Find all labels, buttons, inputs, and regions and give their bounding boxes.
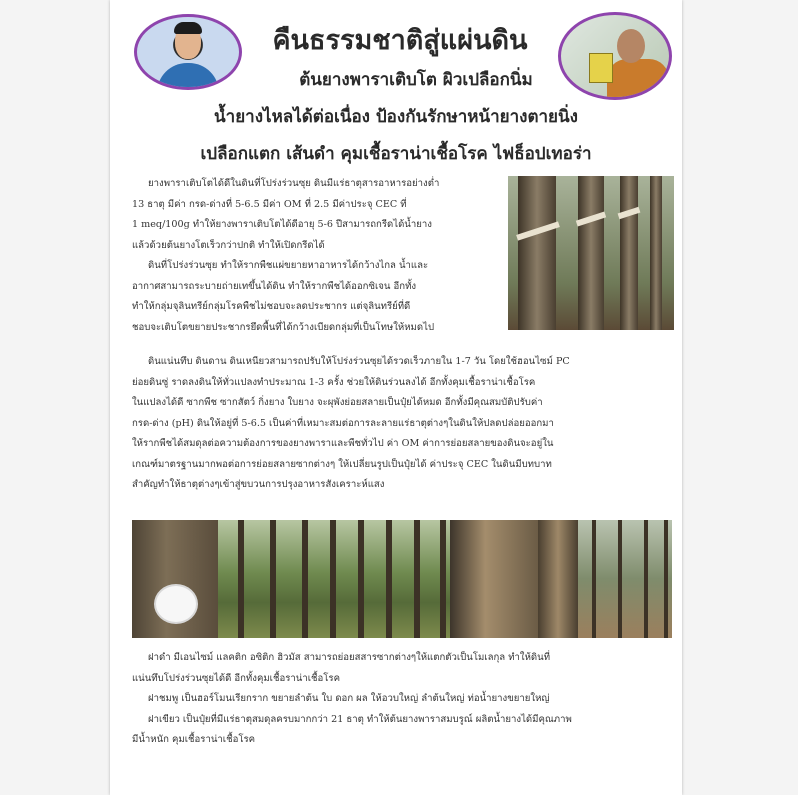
paragraph-1-line: ทำให้กลุ่มจุลินทรีย์กลุ่มโรคพืชไม่ชอบจะลดประชากร แต่จุลินทรีย์ที่ดี [132, 301, 411, 312]
paragraph-2-line: เกณฑ์มาตรฐานมากพอต่อการย่อยสลายซากต่างๆ ให้เปลี่ยนรูปเป็นปุ๋ยได้ ค่าประจุ CEC ในดินมีบทบาท [132, 458, 552, 470]
paragraph-3-line: ฝาดำ มีเอนไซม์ แลคติก อซิติก ฮิวมัส สามารถย่อยสสารซากต่างๆให้แตกตัวเป็นโมเลกุล ทำให้ดินที่ [148, 652, 551, 663]
paragraph-2 [132, 352, 662, 496]
paragraph-2-line: ในแปลงได้ดี ซากพืช ซากสัตว์ กิ่งยาง ใบยาง จะผุพังย่อยสลายเป็นปุ๋ยได้หมด อีกทั้งมีคุณสมบัติปรับค่า [132, 397, 543, 408]
rubber-plantation-photo-strip [132, 520, 672, 638]
tapped-trees-photo [508, 176, 674, 330]
paragraph-1-line: 13 ธาตุ มีค่า กรด-ด่างที่ 5-6.5 มีค่า OM ที่ 2.5 มีค่าประจุ CEC ที่ [132, 198, 407, 210]
paragraph-3-line: ฝาชมพู เป็นฮอร์โมนเรียกราก ขยายลำต้น ใบ ดอก ผล ให้อวบใหญ่ ลำต้นใหญ่ ท่อน้ำยางขยายใหญ่ [148, 693, 550, 704]
flyer-page [110, 0, 682, 795]
subheading-1: ต้นยางพาราเติบโต ผิวเปลือกนิ่ม [299, 70, 533, 90]
paragraph-1-line: ยางพาราเติบโตได้ดีในดินที่โปร่งร่วนซุย ดินมีแร่ธาตุสารอาหารอย่างต่ำ [148, 178, 440, 189]
paragraph-2-line: ให้รากพืชได้สมดุลต่อความต้องการของยางพาราและพืชทั่วไป ค่า OM ค่าการย่อยสลายของดินจะอยู่ใน [132, 438, 554, 449]
paragraph-2-line: สำคัญทำให้ธาตุต่างๆเข้าสู่ขบวนการปรุงอาหารสังเคราะห์แสง [132, 479, 385, 490]
flyer-title: คืนธรรมชาติสู่แผ่นดิน [272, 25, 528, 56]
paragraph-2-line: ย่อยดินซู่ ราดลงดินให้ทั่วแปลงทำประมาณ 1-3 ครั้ง ช่วยให้ดินร่วนลงได้ อีกทั้งคุมเชื้อราน่าเชื้อโรค [132, 376, 536, 388]
subheading-3: เปลือกแตก เส้นดำ คุมเชื้อราน่าเชื้อโรค ไฟธ็อปเทอร่า [200, 144, 592, 164]
subheading-2: น้ำยางไหลได้ต่อเนื่อง ป้องกันรักษาหน้ายางตายนิ่ง [214, 107, 578, 127]
paragraph-2-line: กรด-ด่าง (pH) ดินให้อยู่ที่ 5-6.5 เป็นค่าที่เหมาะสมต่อการละลายแร่ธาตุต่างๆในดินให้ปลดปล่อยออกมา [132, 417, 554, 429]
paragraph-3-line: มีน้ำหนัก คุมเชื้อราน่าเชื้อโรค [132, 734, 256, 745]
paragraph-1-line: อากาศสามารถระบายถ่ายเทขึ้นได้ดิน ทำให้รากพืชได้ออกซิเจน อีกทั้ง [132, 280, 417, 292]
paragraph-3 [132, 648, 672, 751]
paragraph-3-line: แน่นทึบโปร่งร่วนซุยได้ดี อีกทั้งคุมเชื้อราน่าเชื้อโรค [132, 672, 340, 684]
bark-closeup-photo [538, 520, 578, 638]
latex-cup-photo [132, 520, 218, 638]
paragraph-1-line: แล้วด้วยต้นยางโตเร็วกว่าปกติ ทำให้เปิดกรีดได้ [132, 239, 325, 251]
tapped-trunk-photo [450, 520, 538, 638]
paragraph-3-line: ฝาเขียว เป็นปุ๋ยที่มีแร่ธาตุสมดุลครบมากกว่า 21 ธาตุ ทำให้ต้นยางพาราสมบรูณ์ ผลิตน้ำยางได้มีคุณภาพ [148, 713, 572, 725]
paragraph-1 [132, 174, 512, 338]
paragraph-2-line: ดินแน่นทึบ ดินดาน ดินเหนียวสามารถปรับให้โปร่งร่วนซุยได้รวดเร็วภายใน 1-7 วัน โดยใช้ฮอนไซม์ PC [148, 356, 570, 367]
plantation-ground-photo [578, 520, 672, 638]
paragraph-1-line: ชอบจะเติบโตขยายประชากรยึดพื้นที่ได้กว้างเบียดกลุ่มที่เป็นโทษให้หมดไป [132, 321, 435, 333]
plantation-rows-photo [218, 520, 450, 638]
paragraph-1-line: 1 meq/100g ทำให้ยางพาราเติบโตได้ดีอายุ 5-6 ปีสามารถกรีดได้น้ำยาง [132, 219, 432, 230]
paragraph-1-line: ดินที่โปร่งร่วนซุย ทำให้รากพืชแผ่ขยายหาอาหารได้กว้างไกล น้ำและ [148, 260, 429, 271]
